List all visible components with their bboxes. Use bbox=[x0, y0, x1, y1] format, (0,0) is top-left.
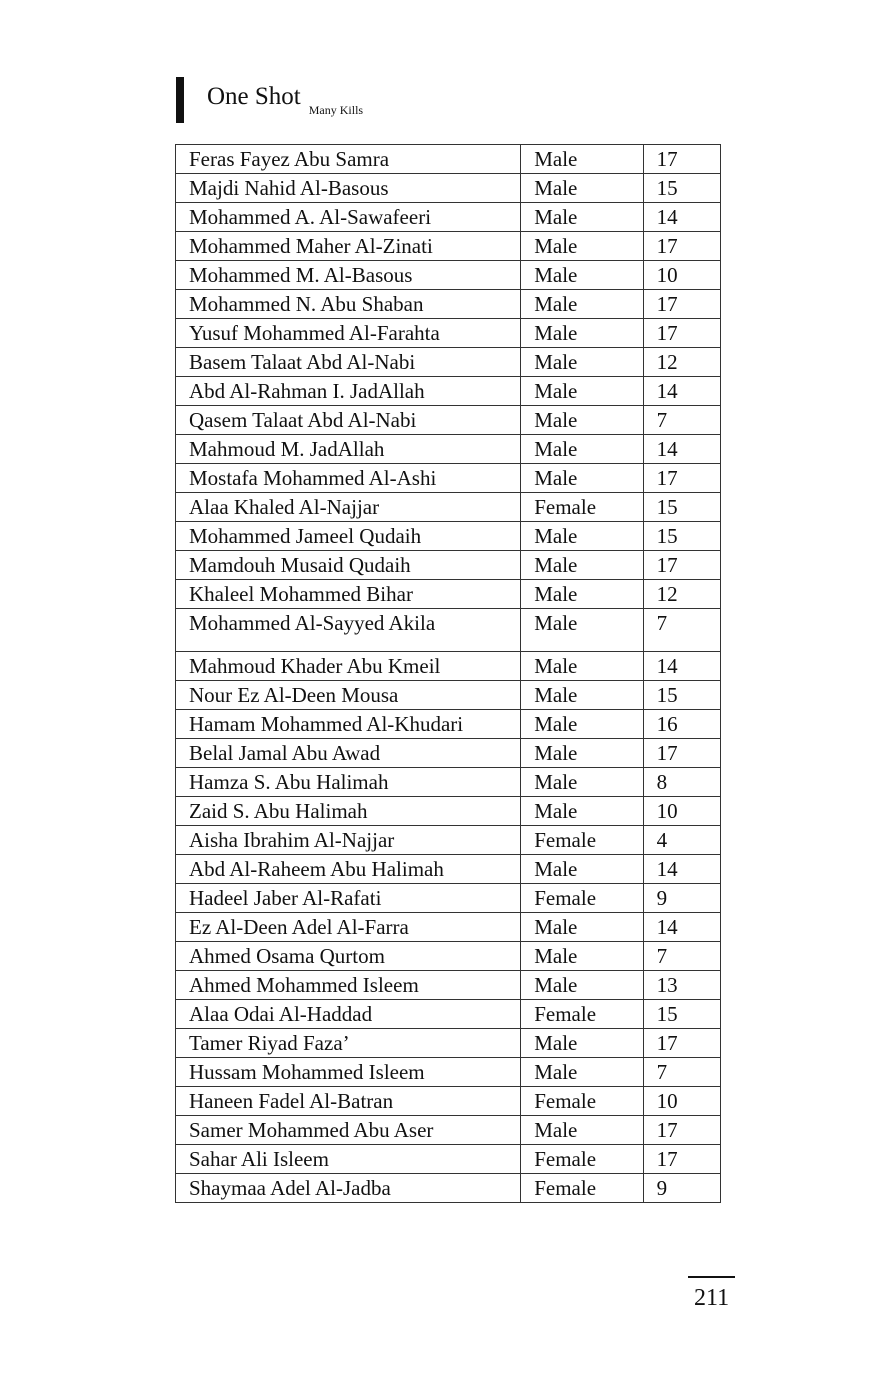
sex-cell: Male bbox=[521, 348, 643, 377]
table-row bbox=[176, 174, 721, 203]
table-row bbox=[176, 681, 721, 710]
age-cell: 9 bbox=[643, 884, 720, 913]
sex-cell: Male bbox=[521, 580, 643, 609]
name-cell: Abd Al-Raheem Abu Halimah bbox=[176, 855, 521, 884]
age-cell: 10 bbox=[643, 261, 720, 290]
table-row bbox=[176, 652, 721, 681]
name-cell: Mahmoud M. JadAllah bbox=[176, 435, 521, 464]
sex-cell: Male bbox=[521, 203, 643, 232]
age-cell: 10 bbox=[643, 1087, 720, 1116]
name-cell: Mohammed Al-Sayyed Akila bbox=[176, 609, 521, 652]
sex-cell: Female bbox=[521, 1000, 643, 1029]
age-cell: 7 bbox=[643, 609, 720, 652]
age-cell: 13 bbox=[643, 971, 720, 1000]
name-cell: Alaa Khaled Al-Najjar bbox=[176, 493, 521, 522]
sex-cell: Male bbox=[521, 464, 643, 493]
age-cell: 14 bbox=[643, 377, 720, 406]
table-row bbox=[176, 768, 721, 797]
name-cell: Nour Ez Al-Deen Mousa bbox=[176, 681, 521, 710]
name-cell: Feras Fayez Abu Samra bbox=[176, 145, 521, 174]
age-cell: 15 bbox=[643, 1000, 720, 1029]
table-row bbox=[176, 261, 721, 290]
book-subtitle: Many Kills bbox=[308, 103, 364, 117]
table-row bbox=[176, 710, 721, 739]
age-cell: 17 bbox=[643, 1029, 720, 1058]
name-cell: Sahar Ali Isleem bbox=[176, 1145, 521, 1174]
sex-cell: Male bbox=[521, 797, 643, 826]
table-row bbox=[176, 493, 721, 522]
sex-cell: Female bbox=[521, 1174, 643, 1203]
table-row bbox=[176, 826, 721, 855]
name-cell: Abd Al-Rahman I. JadAllah bbox=[176, 377, 521, 406]
age-cell: 7 bbox=[643, 942, 720, 971]
table-row bbox=[176, 348, 721, 377]
sex-cell: Male bbox=[521, 232, 643, 261]
age-cell: 4 bbox=[643, 826, 720, 855]
sex-cell: Male bbox=[521, 319, 643, 348]
table-row bbox=[176, 232, 721, 261]
sex-cell: Male bbox=[521, 290, 643, 319]
name-cell: Mohammed A. Al-Sawafeeri bbox=[176, 203, 521, 232]
age-cell: 12 bbox=[643, 348, 720, 377]
age-cell: 10 bbox=[643, 797, 720, 826]
book-title: One Shot bbox=[207, 83, 301, 110]
sex-cell: Male bbox=[521, 681, 643, 710]
age-cell: 14 bbox=[643, 203, 720, 232]
name-cell: Mahmoud Khader Abu Kmeil bbox=[176, 652, 521, 681]
name-cell: Hamam Mohammed Al-Khudari bbox=[176, 710, 521, 739]
age-cell: 17 bbox=[643, 1116, 720, 1145]
page-number: 211 bbox=[694, 1285, 730, 1311]
age-cell: 15 bbox=[643, 174, 720, 203]
sex-cell: Male bbox=[521, 971, 643, 1000]
name-cell: Ahmed Mohammed Isleem bbox=[176, 971, 521, 1000]
sex-cell: Male bbox=[521, 768, 643, 797]
table-row bbox=[176, 884, 721, 913]
table-row bbox=[176, 971, 721, 1000]
table-row bbox=[176, 464, 721, 493]
sex-cell: Male bbox=[521, 609, 643, 652]
table-row bbox=[176, 551, 721, 580]
sex-cell: Male bbox=[521, 739, 643, 768]
age-cell: 15 bbox=[643, 681, 720, 710]
table-row bbox=[176, 145, 721, 174]
name-cell: Aisha Ibrahim Al-Najjar bbox=[176, 826, 521, 855]
age-cell: 17 bbox=[643, 551, 720, 580]
sex-cell: Male bbox=[521, 174, 643, 203]
name-cell: Ahmed Osama Qurtom bbox=[176, 942, 521, 971]
age-cell: 14 bbox=[643, 435, 720, 464]
sex-cell: Male bbox=[521, 406, 643, 435]
sex-cell: Male bbox=[521, 942, 643, 971]
table-row bbox=[176, 913, 721, 942]
name-cell: Hussam Mohammed Isleem bbox=[176, 1058, 521, 1087]
table-row bbox=[176, 203, 721, 232]
sex-cell: Female bbox=[521, 493, 643, 522]
name-cell: Khaleel Mohammed Bihar bbox=[176, 580, 521, 609]
name-cell: Haneen Fadel Al-Batran bbox=[176, 1087, 521, 1116]
name-cell: Shaymaa Adel Al-Jadba bbox=[176, 1174, 521, 1203]
sex-cell: Male bbox=[521, 1116, 643, 1145]
sex-cell: Female bbox=[521, 826, 643, 855]
table-row bbox=[176, 1058, 721, 1087]
sex-cell: Male bbox=[521, 1029, 643, 1058]
name-cell: Qasem Talaat Abd Al-Nabi bbox=[176, 406, 521, 435]
name-cell: Samer Mohammed Abu Aser bbox=[176, 1116, 521, 1145]
name-cell: Mohammed N. Abu Shaban bbox=[176, 290, 521, 319]
age-cell: 8 bbox=[643, 768, 720, 797]
name-cell: Mostafa Mohammed Al-Ashi bbox=[176, 464, 521, 493]
age-cell: 15 bbox=[643, 493, 720, 522]
table-row bbox=[176, 1029, 721, 1058]
table-row bbox=[176, 290, 721, 319]
table-row bbox=[176, 377, 721, 406]
table-row bbox=[176, 739, 721, 768]
sex-cell: Male bbox=[521, 145, 643, 174]
age-cell: 17 bbox=[643, 232, 720, 261]
sex-cell: Male bbox=[521, 551, 643, 580]
name-cell: Mamdouh Musaid Qudaih bbox=[176, 551, 521, 580]
table-row bbox=[176, 522, 721, 551]
name-cell: Hamza S. Abu Halimah bbox=[176, 768, 521, 797]
age-cell: 17 bbox=[643, 319, 720, 348]
age-cell: 16 bbox=[643, 710, 720, 739]
casualty-table-body bbox=[176, 145, 721, 1203]
age-cell: 17 bbox=[643, 464, 720, 493]
sex-cell: Male bbox=[521, 1058, 643, 1087]
name-cell: Mohammed Maher Al-Zinati bbox=[176, 232, 521, 261]
table-row bbox=[176, 1174, 721, 1203]
table-row bbox=[176, 319, 721, 348]
age-cell: 12 bbox=[643, 580, 720, 609]
name-cell: Majdi Nahid Al-Basous bbox=[176, 174, 521, 203]
sex-cell: Female bbox=[521, 1145, 643, 1174]
table-row bbox=[176, 1145, 721, 1174]
table-row bbox=[176, 797, 721, 826]
header-bar bbox=[176, 77, 184, 123]
age-cell: 14 bbox=[643, 855, 720, 884]
table-row bbox=[176, 1000, 721, 1029]
sex-cell: Male bbox=[521, 652, 643, 681]
age-cell: 17 bbox=[643, 1145, 720, 1174]
sex-cell: Female bbox=[521, 884, 643, 913]
name-cell: Mohammed M. Al-Basous bbox=[176, 261, 521, 290]
sex-cell: Male bbox=[521, 710, 643, 739]
name-cell: Mohammed Jameel Qudaih bbox=[176, 522, 521, 551]
footer-rule bbox=[688, 1276, 735, 1278]
sex-cell: Female bbox=[521, 1087, 643, 1116]
table-row bbox=[176, 942, 721, 971]
running-header bbox=[207, 80, 364, 117]
name-cell: Ez Al-Deen Adel Al-Farra bbox=[176, 913, 521, 942]
table-row bbox=[176, 855, 721, 884]
age-cell: 15 bbox=[643, 522, 720, 551]
name-cell: Belal Jamal Abu Awad bbox=[176, 739, 521, 768]
name-cell: Basem Talaat Abd Al-Nabi bbox=[176, 348, 521, 377]
table-row bbox=[176, 435, 721, 464]
age-cell: 7 bbox=[643, 406, 720, 435]
table-row bbox=[176, 580, 721, 609]
age-cell: 7 bbox=[643, 1058, 720, 1087]
sex-cell: Male bbox=[521, 435, 643, 464]
sex-cell: Male bbox=[521, 522, 643, 551]
age-cell: 9 bbox=[643, 1174, 720, 1203]
name-cell: Tamer Riyad Faza’ bbox=[176, 1029, 521, 1058]
table-row bbox=[176, 1087, 721, 1116]
casualty-table bbox=[175, 144, 721, 1203]
sex-cell: Male bbox=[521, 377, 643, 406]
age-cell: 17 bbox=[643, 739, 720, 768]
name-cell: Alaa Odai Al-Haddad bbox=[176, 1000, 521, 1029]
table-row bbox=[176, 609, 721, 652]
name-cell: Yusuf Mohammed Al-Farahta bbox=[176, 319, 521, 348]
name-cell: Hadeel Jaber Al-Rafati bbox=[176, 884, 521, 913]
sex-cell: Male bbox=[521, 913, 643, 942]
age-cell: 17 bbox=[643, 145, 720, 174]
table-row bbox=[176, 1116, 721, 1145]
age-cell: 17 bbox=[643, 290, 720, 319]
name-cell: Zaid S. Abu Halimah bbox=[176, 797, 521, 826]
sex-cell: Male bbox=[521, 261, 643, 290]
age-cell: 14 bbox=[643, 913, 720, 942]
sex-cell: Male bbox=[521, 855, 643, 884]
table-row bbox=[176, 406, 721, 435]
age-cell: 14 bbox=[643, 652, 720, 681]
